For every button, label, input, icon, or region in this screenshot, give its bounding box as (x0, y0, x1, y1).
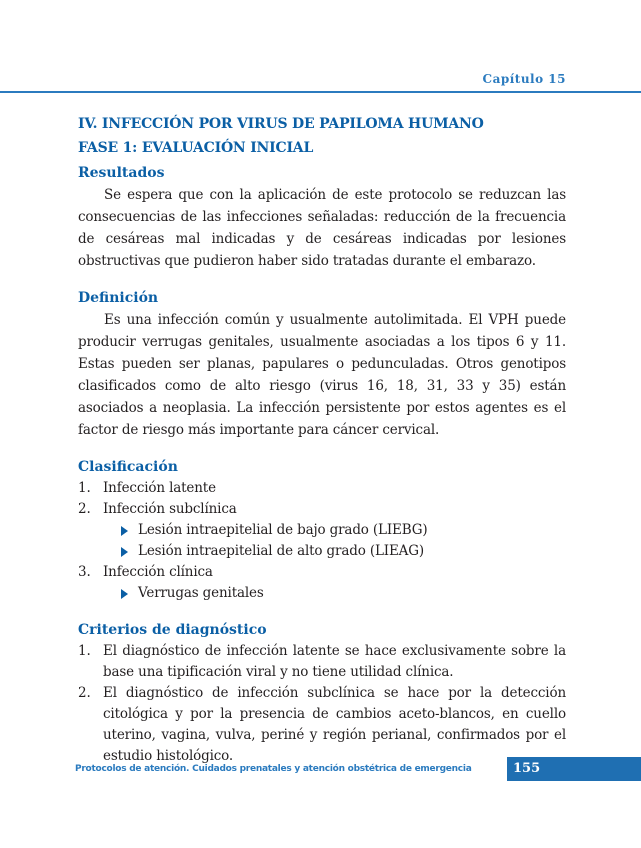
criterios-heading: Criterios de diagnóstico (78, 622, 267, 638)
clasificacion-list (78, 478, 566, 604)
list-item-text: El diagnóstico de infección subclínica se hace por la detección citológica y por la presencia de cambios aceto-blancos, en cuello uterino, vagina, vulva, periné y región perianal, confirmados por el estudio histológico. (103, 685, 566, 764)
list-number: 1. (78, 643, 91, 659)
list-item (78, 641, 566, 683)
definicion-paragraph: Es una infección común y usualmente autolimitada. El VPH puede producir verrugas genitales, usualmente asociadas a los tipos 6 y 11. Estas pueden ser planas, papulares o pedunculadas. Otros genotipos clasificados como de alto riesgo (virus 16, 18, 31, 33 y 35) están asociados a neoplasia. La infección persistente por estos agentes es el factor de riesgo más importante para cáncer cervical. (78, 312, 566, 438)
list-item-text: Infección latente (103, 480, 216, 496)
definicion-heading: Definición (78, 290, 159, 306)
sub-item-text: Lesión intraepitelial de alto grado (LIEAG) (138, 543, 425, 559)
sub-list (103, 520, 566, 562)
page-number: 155 (513, 761, 541, 776)
phase-title: FASE 1: EVALUACIÓN INICIAL (78, 140, 314, 156)
list-item (78, 499, 566, 562)
list-item (78, 478, 566, 499)
list-item-text: El diagnóstico de infección latente se hace exclusivamente sobre la base una tipificación viral y no tiene utilidad clínica. (103, 643, 566, 680)
list-item (78, 562, 566, 604)
sub-item-text: Lesión intraepitelial de bajo grado (LIEBG) (138, 522, 428, 538)
list-item-text: Infección clínica (103, 564, 213, 580)
list-item-text: Infección subclínica (103, 501, 237, 517)
page-content (78, 112, 566, 767)
resultados-paragraph: Se espera que con la aplicación de este protocolo se reduzcan las consecuencias de las infecciones señaladas: reducción de la frecuencia de cesáreas mal indicadas y de cesáreas indicadas por lesiones obstructivas que pudieron haber sido tratadas durante el embarazo. (78, 187, 566, 269)
sub-list-item (121, 583, 566, 604)
section-title: IV. INFECCIÓN POR VIRUS DE PAPILOMA HUMANO (78, 116, 484, 132)
sub-item-text: Verrugas genitales (138, 585, 264, 601)
sub-list-item (121, 541, 566, 562)
triangle-bullet-icon (121, 589, 128, 599)
criterios-list (78, 641, 566, 767)
chapter-label: Capítulo 15 (482, 72, 566, 86)
list-number: 3. (78, 564, 91, 580)
clasificacion-heading: Clasificación (78, 459, 178, 475)
triangle-bullet-icon (121, 526, 128, 536)
list-number: 2. (78, 501, 91, 517)
list-number: 2. (78, 685, 91, 701)
triangle-bullet-icon (121, 547, 128, 557)
sub-list-item (121, 520, 566, 541)
footer-text: Protocolos de atención. Cuidados prenatales y atención obstétrica de emergencia (75, 764, 472, 774)
sub-list (103, 583, 566, 604)
list-item (78, 683, 566, 767)
list-number: 1. (78, 480, 91, 496)
header-rule (0, 91, 641, 93)
resultados-heading: Resultados (78, 165, 165, 181)
